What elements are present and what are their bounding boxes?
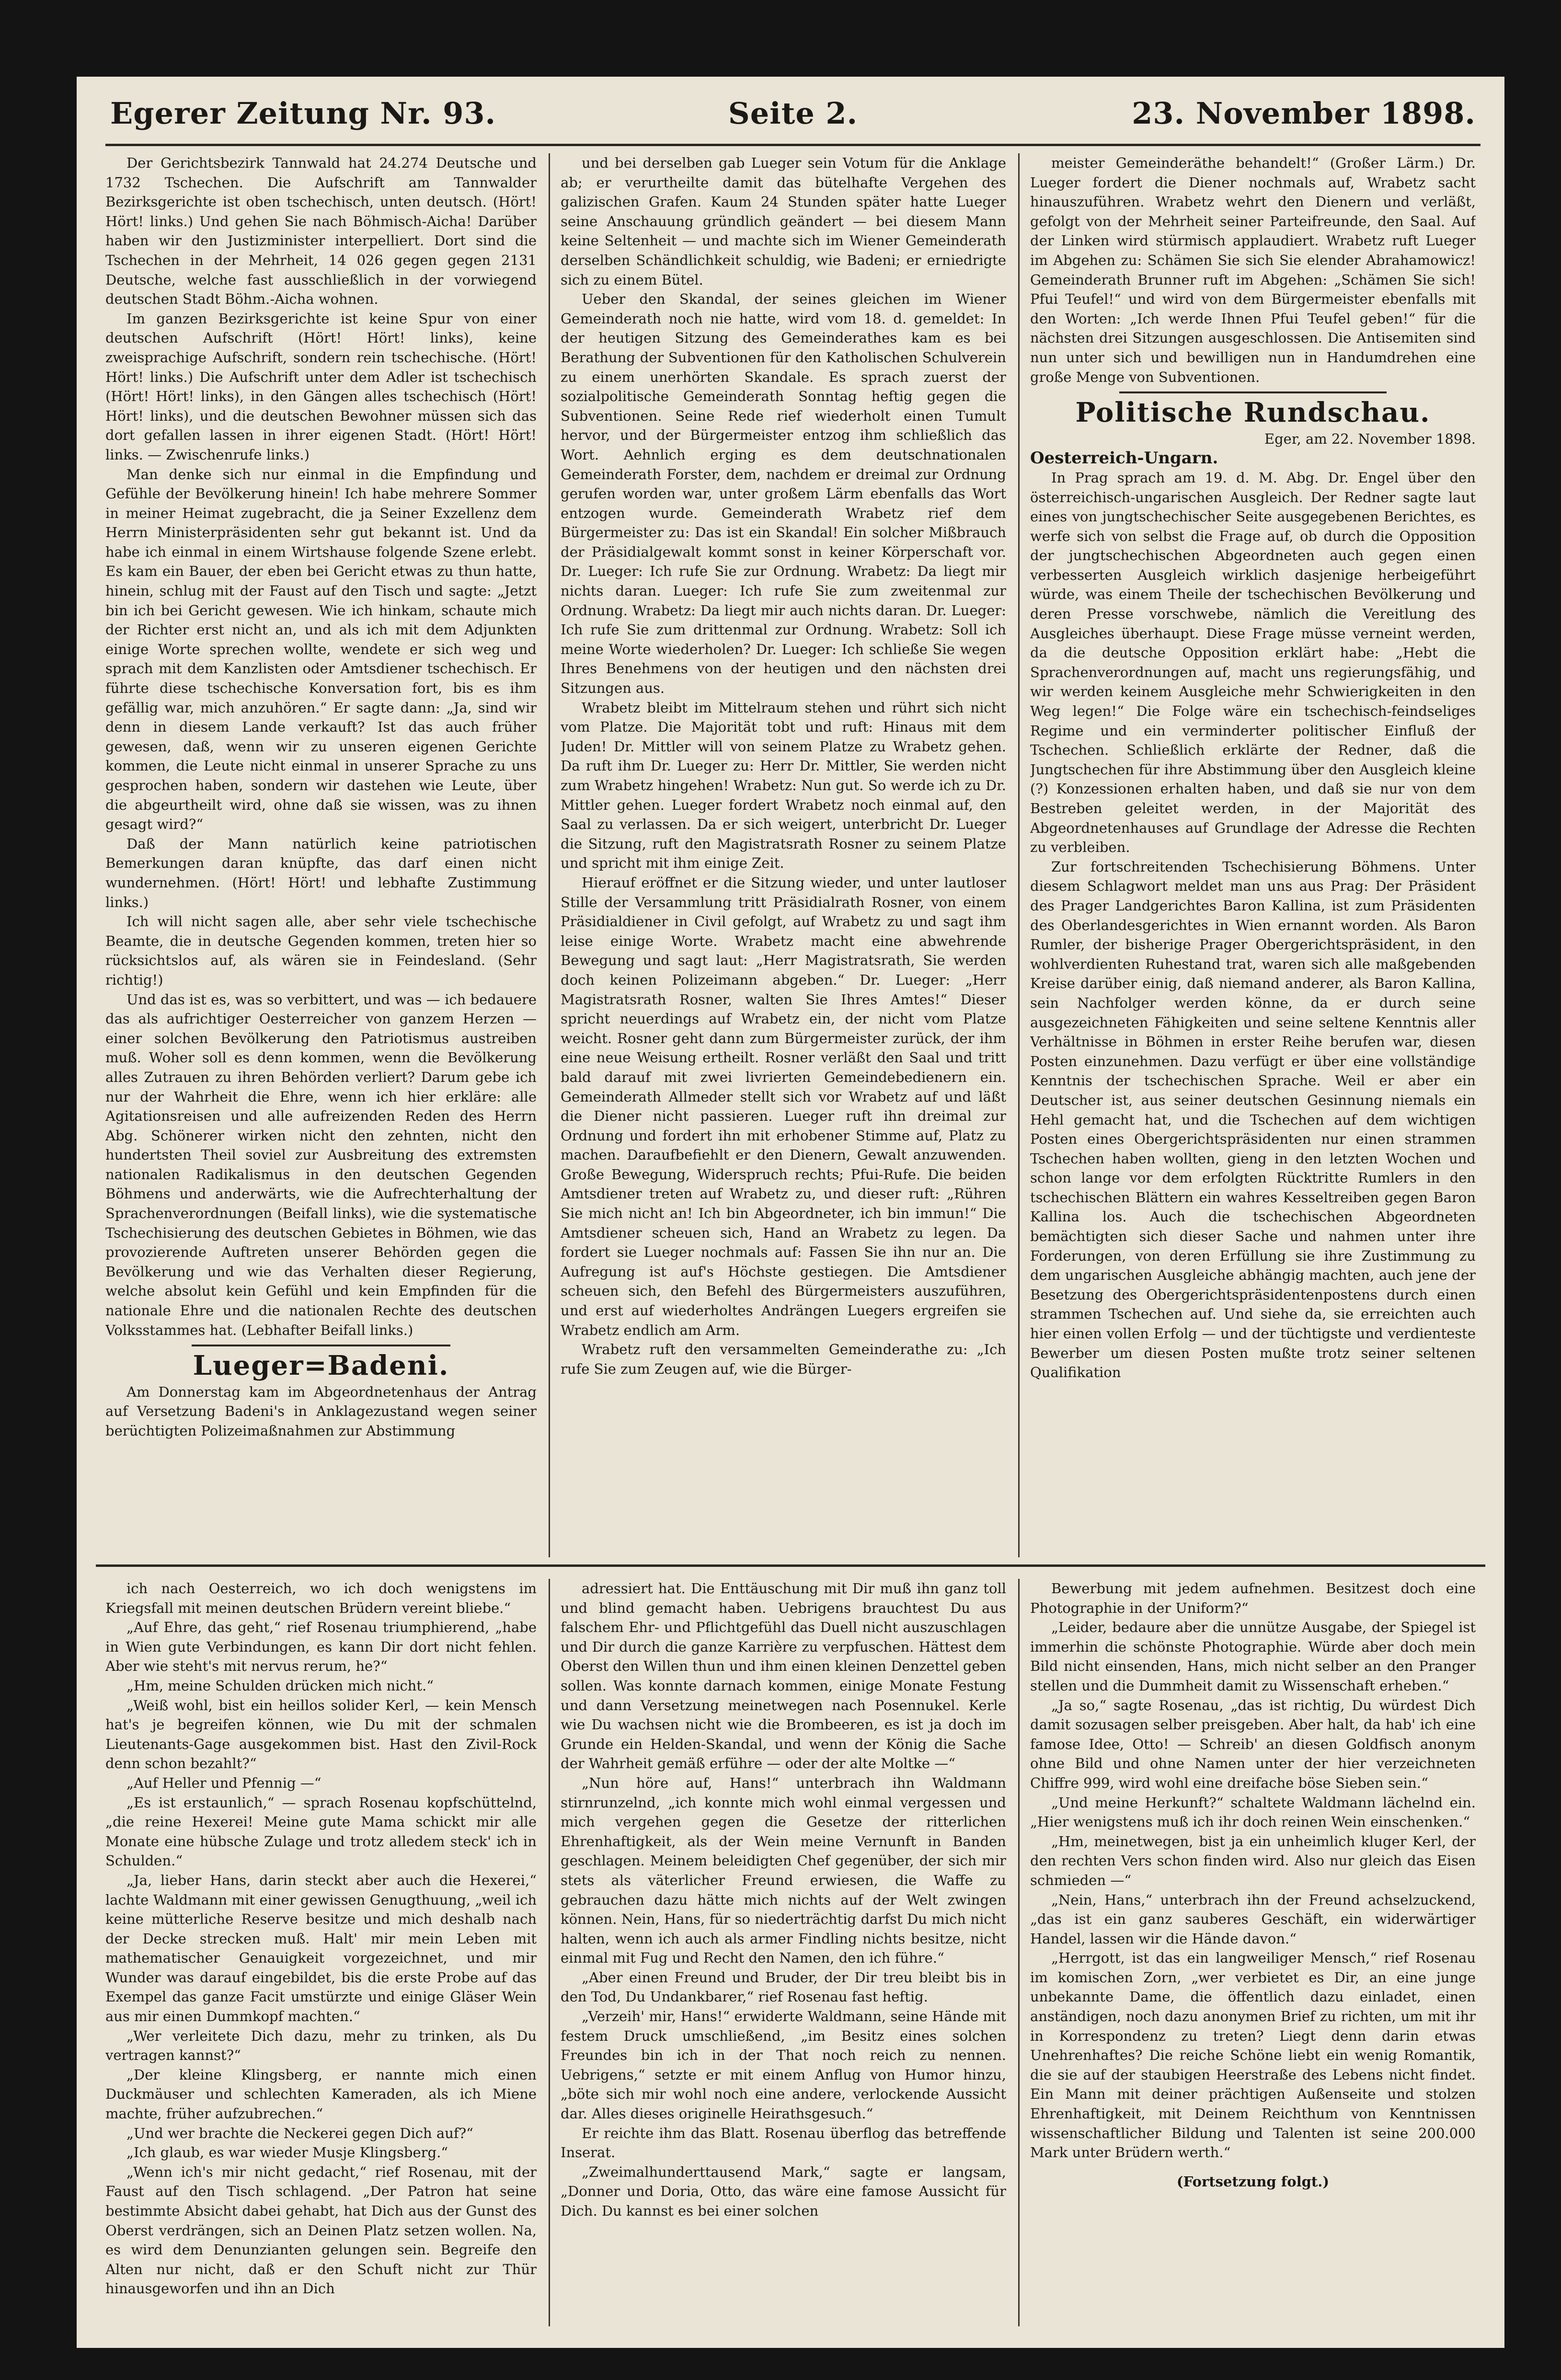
header-page-number: Seite 2.: [728, 96, 858, 131]
article-paragraph: Daß der Mann natürlich keine patriotischen Bemerkungen daran knüpfte, das darf einen nicht wundernehmen. (Hört! Hört! und lebhafte Zustimmung links.): [105, 835, 537, 910]
article-paragraph: Man denke sich nur einmal in die Empfindung und Gefühle der Bevölkerung hinein! Ich habe mehrere Sommer in meiner Heimat zugebracht, die ja Seiner Exzellenz dem Herrn Ministerpräsidenten sehr gut bekannt ist. Und da habe ich einmal in einem Wirtshause folgende Szene erlebt. Es kam ein Bauer, der eben bei Gericht etwas zu thun hatte, hinein, schlug mit der Faust auf den Tisch und sagte: „Jetzt bin ich bei Gericht gewesen. Wie ich hinkam, schaute mich der Richter erst nicht an, und als ich mit dem Adjunkten einige Worte sprechen wollte, wendete er sich weg und sprach mit dem Kanzlisten oder Amtsdiener tschechisch. Er führte diese tschechische Konversation fort, bis es ihm gefällig war, mich anzuhören.“ Er sagte dann: „Ja, sind wir denn in diesem Lande verkauft? Ist das auch früher gewesen, daß, wenn wir zu unseren eigenen Gerichte kommen, die Leute nicht einmal in unserer Sprache zu uns gesprochen haben, sondern wir dastehen wie Leute, über die abgeurtheilt wird, ohne daß sie wissen, was zu ihnen gesagt wird?“: [105, 466, 537, 833]
feuilleton-paragraph: „Ja, lieber Hans, darin steckt aber auch die Hexerei,“ lachte Waldmann mit einer gewissen Genugthuung, „weil ich keine mütterliche Reserve besitze und mich deshalb nach der Decke strecken muß. Halt' mir mein Leben mit mathematischer Genauigkeit vorgezeichnet, und mir Wunder was darauf eingebildet, bis die erste Probe auf das Exempel das ganze Facit umstürzte und einige Gläser Wein aus mir einen Dummkopf machten.“: [105, 1872, 537, 2025]
feuilleton-paragraph: Bewerbung mit jedem aufnehmen. Besitzest doch eine Photographie in der Uniform?“: [1030, 1580, 1476, 1616]
feuilleton-paragraph: „Verzeih' mir, Hans!“ erwiderte Waldmann, seine Hände mit festem Druck umschließend, „im Besitz eines solchen Freundes bin ich in der That noch reich zu nennen. Uebrigens,“ setzte er mit einem Anflug von Humor hinzu, „böte sich mir wohl noch eine andere, verlockende Aussicht dar. Alles dieses originelle Heirathsgesuch.“: [561, 2008, 1006, 2122]
top-column-3: [1030, 153, 1476, 1557]
column-rule: [1018, 1579, 1020, 2326]
feuilleton-paragraph: „Wenn ich's mir nicht gedacht,“ rief Rosenau, mit der Faust auf den Tisch schlagend. „Der Patron hat seine bestimmte Absicht dabei gehabt, hat Dich aus der Gunst des Oberst verdrängen, sich an Deinen Platz setzen wollen. Na, es wird dem Denunzianten gelungen sein. Begreife den Alten nur nicht, daß er den Schuft nicht zur Thür hinausgeworfen und ihn an Dich: [105, 2163, 537, 2297]
continuation-note: (Fortsetzung folgt.): [1176, 2173, 1330, 2190]
article-paragraph: Wrabetz bleibt im Mittelraum stehen und rührt sich nicht vom Platze. Die Majorität tobt und ruft: Hinaus mit dem Juden! Dr. Mittler will von seinem Platze zu Wrabetz gehen. Da ruft ihm Dr. Lueger zu: Herr Dr. Mittler, Sie werden nicht zum Wrabetz hingehen! Wrabetz: Nun gut. So werde ich zu Dr. Mittler gehen. Lueger fordert Wrabetz noch einmal auf, den Saal zu verlassen. Da er sich weigert, unterbricht Dr. Lueger die Sitzung, ruft den Magistratsrath Rosner zu seinem Platze und spricht mit ihm einige Zeit.: [561, 699, 1006, 872]
feuilleton-paragraph: „Der kleine Klingsberg, er nannte mich einen Duckmäuser und schlechten Kameraden, als ich Miene machte, früher aufzubrechen.“: [105, 2066, 537, 2122]
feuilleton-column-3: [1030, 1579, 1476, 2326]
column-rule: [1018, 153, 1020, 1557]
feuilleton-column-2: [561, 1579, 1006, 2326]
feuilleton-paragraph: „Ich glaub, es war wieder Musje Klingsberg.“: [126, 2144, 448, 2161]
section-divider: [192, 1345, 450, 1346]
feuilleton-paragraph: „Leider, bedaure aber die unnütze Ausgabe, der Spiegel ist immerhin die schönste Photographie. Würde aber doch mein Bild nicht einsenden, Hans, mich nicht selber an den Pranger stellen und die Dummheit damit zu Wissenschaft erheben.“: [1030, 1619, 1476, 1694]
feuilleton-paragraph: „Wer verleitete Dich dazu, mehr zu trinken, als Du vertragen kannst?“: [105, 2027, 537, 2064]
article-paragraph: Hierauf eröffnet er die Sitzung wieder, und unter lautloser Stille der Versammlung tritt Präsidialrath Rosner, von einem Präsidialdiener in Civil gefolgt, auf Wrabetz zu und sagt ihm leise einige Worte. Wrabetz macht eine abwehrende Bewegung und sagt laut: „Herr Magistratsrath, Sie werden doch keinen Polizeimann abgeben.“ Dr. Lueger: „Herr Magistratsrath Rosner, walten Sie Ihres Amtes!“ Dieser spricht neuerdings auf Wrabetz ein, der nicht vom Platze weicht. Rosner geht dann zum Bürgermeister zurück, der ihm eine neue Weisung ertheilt. Rosner verläßt den Saal und tritt bald darauf mit zwei livrierten Gemeindebedienern ein. Gemeinderath Allmeder stellt sich vor Wrabetz auf und läßt die Diener nicht passieren. Lueger ruft ihn dreimal zur Ordnung und fordert ihn mit erhobener Stimme auf, Platz zu machen. Daraufbefiehlt er den Dienern, Gewalt anzuwenden. Große Bewegung, Widerspruch rechts; Pfui-Rufe. Die beiden Amtsdiener treten auf Wrabetz zu, und dieser ruft: „Rühren Sie mich nicht an! Ich bin Abgeordneter, ich bin immun!“ Die Amtsdiener scheuen sich, Hand an Wrabetz zu legen. Da fordert sie Lueger nochmals auf: Fassen Sie ihn nur an. Die Aufregung ist auf's Höchste gestiegen. Die Amtsdiener scheuen sich, den Befehl des Bürgermeisters auszuführen, und erst auf wiederholtes Andrängen Luegers ergreifen sie Wrabetz endlich am Arm.: [561, 874, 1006, 1338]
newspaper-page: [77, 77, 1504, 2348]
feuilleton-column-1: [105, 1579, 537, 2326]
feuilleton-separator-rule: [96, 1564, 1485, 1567]
feuilleton-paragraph: „Und meine Herkunft?“ schaltete Waldmann lächelnd ein. „Hier wenigstens muß ich ihr doch reinen Wein einschenken.“: [1030, 1794, 1476, 1830]
feuilleton-paragraph: „Und wer brachte die Neckerei gegen Dich auf?“: [126, 2125, 473, 2141]
feuilleton-paragraph: „Weiß wohl, bist ein heillos solider Kerl, — kein Mensch hat's je begreifen können, wie Du mit der schmalen Lieutenants-Gage ausgekommen bist. Hast den Zivil-Rock denn schon bezahlt?“: [105, 1697, 537, 1772]
feuilleton-paragraph: „Zweimalhunderttausend Mark,“ sagte er langsam, „Donner und Doria, Otto, das wäre eine famose Aussicht für Dich. Du kannst es bei einer solchen: [561, 2163, 1006, 2219]
feuilleton-paragraph: „Hm, meine Schulden drücken mich nicht.“: [126, 1677, 434, 1694]
section-divider: [1119, 391, 1387, 393]
article-paragraph: Ueber den Skandal, der seines gleichen im Wiener Gemeinderath noch nie hatte, wird vom 18. d. gemeldet: In der heutigen Sitzung des Gemeinderathes kam es bei Berathung der Subventionen für den Katholischen Schulverein zu einem unerhörten Skandale. Es sprach zuerst der sozialpolitische Gemeinderath Sonntag heftig gegen die Subventionen. Seine Rede rief wiederholt einen Tumult hervor, und der Bürgermeister entzog ihm schließlich das Wort. Aehnlich erging es dem deutschnationalen Gemeinderath Forster, dem, nachdem er dreimal zur Ordnung gerufen worden war, unter großem Lärm ebenfalls das Wort entzogen wurde. Gemeinderath Wrabetz rief dem Bürgermeister zu: Das ist ein Skandal! Ein solcher Mißbrauch der Präsidialgewalt kommt sonst in keiner Körperschaft vor. Dr. Lueger: Ich rufe Sie zur Ordnung. Wrabetz: Da liegt mir nichts daran. Lueger: Ich rufe Sie zum zweitenmal zur Ordnung. Wrabetz: Da liegt mir auch nichts daran. Dr. Lueger: Ich rufe Sie zum drittenmal zur Ordnung. Wrabetz: Soll ich meine Worte wiederholen? Dr. Lueger: Ich schließe Sie wegen Ihres Benehmens von der heutigen und den nächsten drei Sitzungen aus.: [561, 291, 1006, 697]
top-column-1: [105, 153, 537, 1557]
header-newspaper-issue: Egerer Zeitung Nr. 93.: [110, 96, 496, 131]
feuilleton-paragraph: „Auf Heller und Pfennig —“: [126, 1774, 321, 1791]
feuilleton-paragraph: „Hm, meinetwegen, bist ja ein unheimlich kluger Kerl, der den rechten Vers schon finden wird. Also nur gleich das Eisen schmieden —“: [1030, 1833, 1476, 1888]
article-paragraph: Wrabetz ruft den versammelten Gemeinderathe zu: „Ich rufe Sie zum Zeugen auf, wie die Bürger-: [561, 1341, 1006, 1377]
subheading-oesterreich-ungarn: Oesterreich-Ungarn.: [1030, 448, 1218, 468]
feuilleton-paragraph: „Nein, Hans,“ unterbrach ihn der Freund achselzuckend, „das ist ein ganz sauberes Geschäft, ein widerwärtiger Handel, lassen wir die Hände davon.“: [1030, 1891, 1476, 1947]
column-rule: [549, 1579, 550, 2326]
header-date: 23. November 1898.: [1132, 96, 1476, 131]
feuilleton-paragraph: „Ja so,“ sagte Rosenau, „das ist richtig, Du würdest Dich damit sozusagen selber preisgeben. Aber halt, da hab' ich eine famose Idee, Otto! — Schreib' an diesen Goldfisch anonym ohne Bild und ohne Namen unter der hier verzeichneten Chiffre 999, wird wohl eine dreifache böse Sieben sein.“: [1030, 1697, 1476, 1791]
feuilleton-paragraph: Er reichte ihm das Blatt. Rosenau überflog das betreffende Inserat.: [561, 2125, 1006, 2161]
feuilleton-paragraph: „Nun höre auf, Hans!“ unterbrach ihn Waldmann stirnrunzelnd, „ich konnte mich wohl einmal vergessen und mich vergehen gegen die Gesetze der ritterlichen Ehrenhaftigkeit, als der Wein meine Vernunft in Banden geschlagen. Meinem beleidigten Chef gegenüber, der sich mir stets als väterlicher Freund erwiesen, die Waffe zu gebrauchen dazu hätte mich nichts auf der Welt zwingen können. Nein, Hans, für so niederträchtig darfst Du mich nicht halten, wenn ich auch als armer Findling nichts besitze, nicht einmal mit Fug und Recht den Namen, den ich führe.“: [561, 1774, 1006, 1966]
dateline: Eger, am 22. November 1898.: [1264, 430, 1476, 447]
article-paragraph: Am Donnerstag kam im Abgeordnetenhaus der Antrag auf Versetzung Badeni's in Anklagezustand wegen seiner berüchtigten Polizeimaßnahmen zur Abstimmung: [105, 1383, 537, 1439]
top-column-2: [561, 153, 1006, 1557]
article-paragraph: Und das ist es, was so verbittert, und was — ich bedauere das als aufrichtiger Oesterreicher von ganzem Herzen — einer solchen Bevölkerung den Patriotismus austreiben muß. Woher soll es denn kommen, wenn die Bevölkerung alles Zutrauen zu ihren Behörden verliert? Darum gebe ich nur der Wahrheit die Ehre, wenn ich hier erkläre: alle Agitationsreisen und alle aufreizenden Reden des Herrn Abg. Schönerer wirken nicht den zehnten, nicht den hundertsten Theil soviel zur Ausbreitung des extremsten nationalen Radikalismus in den deutschen Gegenden Böhmens und anderwärts, wie die Aufrechterhaltung der Sprachenverordnungen (Beifall links), wie die systematische Tschechisierung des deutschen Gebietes in Böhmen, wie das provozierende Auftreten unserer Behörden gegen die Bevölkerung und wie das Verhalten dieser Regierung, welche absolut kein Gefühl und kein Empfinden für die nationale Ehre und die nationalen Rechte des deutschen Volksstammes hat. (Lebhafter Beifall links.): [105, 991, 537, 1338]
feuilleton-paragraph: „Herrgott, ist das ein langweiliger Mensch,“ rief Rosenau im komischen Zorn, „wer verbietet es Dir, an eine junge unbekannte Dame, die öffentlich dazu einladet, einen anständigen, noch dazu anonymen Brief zu richten, um mit ihr in Korrespondenz zu treten? Liegt denn darin etwas Unehrenhaftes? Die reiche Schöne liebt ein wenig Romantik, die sie auf der staubigen Heerstraße des Lebens nicht findet. Ein Mann mit deiner prächtigen Außenseite und stolzen Ehrenhaftigkeit, mit Deinem Reichthum von Kenntnissen wissenschaftlicher Bildung und Talenten ist seine 200.000 Mark unter Brüdern werth.“: [1030, 1950, 1476, 2161]
article-paragraph: Der Gerichtsbezirk Tannwald hat 24.274 Deutsche und 1732 Tschechen. Die Aufschrift am Tannwalder Bezirksgerichte ist oben tschechisch, unten deutsch. (Hört! Hört! links.) Und gehen Sie nach Böhmisch-Aicha! Darüber haben wir den Justizminister interpelliert. Dort sind die Tschechen in der Mehrheit, 14 026 gegen gegen 2131 Deutsche, welche fast ausschließlich in der vorwiegend deutschen Stadt Böhm.-Aicha wohnen.: [105, 155, 537, 308]
article-paragraph: Ich will nicht sagen alle, aber sehr viele tschechische Beamte, die in deutsche Gegenden kommen, treten hier so rücksichtslos auf, als wären sie in Feindesland. (Sehr richtig!): [105, 913, 537, 988]
feuilleton-paragraph: „Aber einen Freund und Bruder, der Dir treu bleibt bis in den Tod, Du Undankbarer,“ rief Rosenau fast heftig.: [561, 1969, 1006, 2005]
article-paragraph: Zur fortschreitenden Tschechisierung Böhmens. Unter diesem Schlagwort meldet man uns aus Prag: Der Präsident des Prager Landgerichtes Baron Kallina, ist zum Präsidenten des Oberlandesgerichtes in Wien ernannt worden. Als Baron Rumler, der bisherige Prager Obergerichtspräsident, in den wohlverdienten Ruhestand trat, waren sich alle maßgebenden Kreise darüber einig, daß niemand anderer, als Baron Kallina, sein Nachfolger werden könne, da er durch seine ausgezeichneten Fähigkeiten und seine seltene Kenntnis aller Verhältnisse in Böhmen in erster Reihe berufen war, diesen Posten einzunehmen. Dazu verfügt er über eine vollständige Kenntnis der tschechischen Sprache. Weil er aber ein Deutscher ist, aus seiner deutschen Gesinnung niemals ein Hehl gemacht hat, und die Tschechen auf dem wichtigen Posten eines Obergerichtspräsidenten nur einen strammen Tschechen haben wollten, gieng in den letzten Wochen und schon lange vor dem erfolgten Rücktritte Rumlers in den tschechischen Blättern ein wahres Kesseltreiben gegen Baron Kallina los. Auch die tschechischen Abgeordneten bemächtigten sich dieser Sache und nahmen unter ihre Forderungen, von deren Erfüllung sie ihre Zustimmung zu dem ungarischen Ausgleiche abhängig machten, auch jene der Besetzung des Obergerichtspräsidentenpostens durch einen strammen Tschechen auf. Und siehe da, sie erreichten auch hier einen vollen Erfolg — und der tüchtigste und verdienteste Bewerber um diesen Posten mußte trotz seiner seltenen Qualifikation: [1030, 858, 1476, 1381]
article-paragraph: und bei derselben gab Lueger sein Votum für die Anklage ab; er verurtheilte damit das bütelhafte Vergehen des galizischen Grafen. Kaum 24 Stunden später hatte Lueger seine Anschauung gründlich geändert — bei diesem Mann keine Seltenheit — und machte sich im Wiener Gemeinderath derselben Schändlichkeit schuldig, wie Badeni; er erniedrigte sich zu einem Bütel.: [561, 155, 1006, 288]
article-paragraph: meister Gemeinderäthe behandelt!“ (Großer Lärm.) Dr. Lueger fordert die Diener nochmals auf, Wrabetz sacht hinauszuführen. Wrabetz wehrt den Dienern und verläßt, gefolgt von der Mehrheit seiner Parteifreunde, den Saal. Auf der Linken wird stürmisch applaudiert. Wrabetz ruft Lueger im Abgehen zu: Schämen Sie sich Sie elender Abrahamowicz! Gemeinderath Brunner ruft im Abgehen: „Schämen Sie sich! Pfui Teufel!“ und wird von dem Bürgermeister ebenfalls mit den Worten: „Ich werde Ihnen Pfui Teufel geben!“ für die nächsten drei Sitzungen ausgeschlossen. Die Antisemiten sind nun unter sich und bewilligen nun in Handumdrehen eine große Menge von Subventionen.: [1030, 155, 1476, 385]
page-header: [105, 91, 1481, 146]
feuilleton-paragraph: „Auf Ehre, das geht,“ rief Rosenau triumphierend, „habe in Wien gute Verbindungen, es kann Dir dort nicht fehlen. Aber wie steht's mit nervus rerum, he?“: [105, 1619, 537, 1675]
feuilleton-paragraph: ich nach Oesterreich, wo ich doch wenigstens im Kriegsfall mit meinen deutschen Brüdern vereint bliebe.“: [105, 1580, 537, 1616]
feuilleton-paragraph: „Es ist erstaunlich,“ — sprach Rosenau kopfschüttelnd, „die reine Hexerei! Meine gute Mama schickt mir alle Monate eine hübsche Zulage und trotz alledem steck' ich in Schulden.“: [105, 1794, 537, 1869]
feuilleton-paragraph: adressiert hat. Die Enttäuschung mit Dir muß ihn ganz toll und blind gemacht haben. Uebrigens brauchtest Du aus falschem Ehr- und Pflichtgefühl das Duell nicht auszuschlagen und Dir durch die ganze Karrière zu verpfuschen. Hättest dem Oberst den Willen thun und ihm einen kleinen Denzettel geben sollen. Was konnte darnach kommen, einige Monate Festung und dann Versetzung meinetwegen nach Posennukel. Kerle wie Du wachsen nicht wie die Brombeeren, es ist ja doch im Grunde ein Helden-Skandal, und wenn der König die Sache der Wahrheit gemäß erführe — oder der alte Moltke —“: [561, 1580, 1006, 1772]
section-title-politische-rundschau: Politische Rundschau.: [1075, 397, 1431, 429]
article-paragraph: Im ganzen Bezirksgerichte ist keine Spur von einer deutschen Aufschrift (Hört! Hört! links), keine zweisprachige Aufschrift, sondern rein tschechische. (Hört! Hört! links.) Die Aufschrift unter dem Adler ist tschechisch (Hört! Hört! links), in den Gängen alles tschechisch (Hört! Hört! links), und die deutschen Bewohner müssen sich das dort gefallen lassen in ihrer eigenen Stadt. (Hört! Hört! links. — Zwischenrufe links.): [105, 310, 537, 463]
column-rule: [549, 153, 550, 1557]
section-title-lueger-badeni: Lueger=Badeni.: [193, 1350, 449, 1382]
article-paragraph: In Prag sprach am 19. d. M. Abg. Dr. Engel über den österreichisch-ungarischen Ausgleich. Der Redner sagte laut eines von jungtschechischer Seite ausgegebenen Berichtes, es werfe sich von selbst die Frage auf, ob durch die Opposition der jungtschechischen Abgeordneten auch gegen einen verbesserten Ausgleich wirklich dasjenige herbeigeführt würde, was einem Theile der tschechischen Bevölkerung und deren Presse vorschwebe, nämlich die Vereitlung des Ausgleiches überhaupt. Diese Frage müsse verneint werden, da die deutsche Opposition erklärt habe: „Hebt die Sprachenverordnungen auf, macht uns regierungsfähig, und wir werden keinem Ausgleiche mehr Schwierigkeiten in den Weg legen!“ Die Folge wäre ein tschechisch-feindseliges Regime und ein verminderter politischer Einfluß der Tschechen. Schließlich erklärte der Redner, daß die Jungtschechen für ihre Abstimmung über den Ausgleich kleine (?) Konzessionen erhalten haben, und daß sie nur von dem Bestreben geleitet werden, in der Majorität des Abgeordnetenhauses auf Grundlage der Adresse die Rechten zu verbleiben.: [1030, 469, 1476, 856]
